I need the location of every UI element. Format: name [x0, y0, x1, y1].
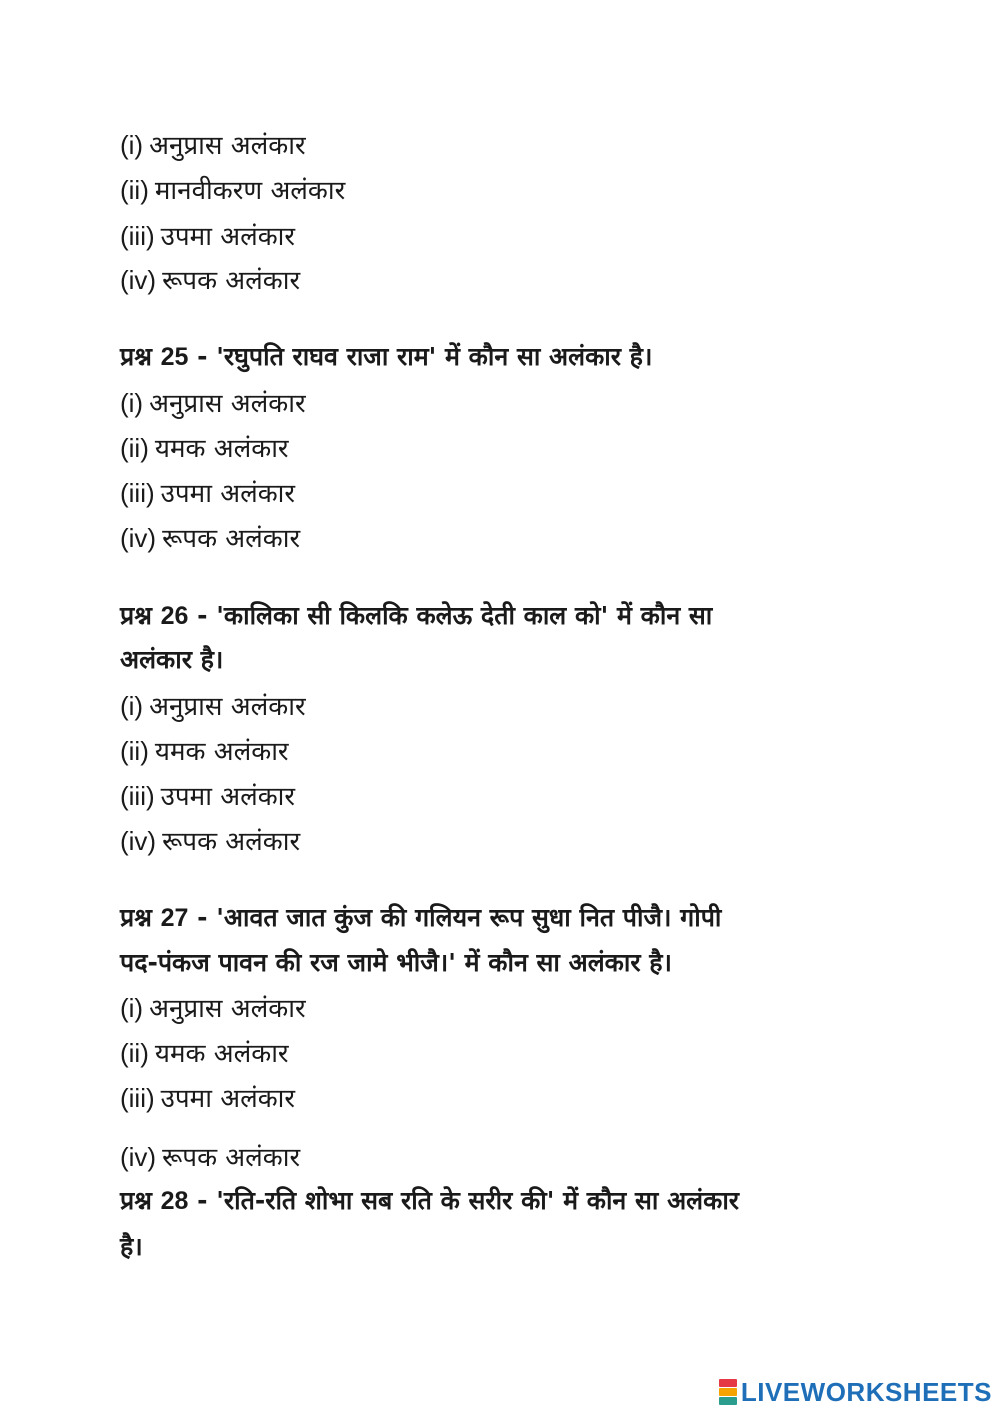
q25-option-4: [120, 521, 300, 556]
option-mark: (iv): [120, 1142, 157, 1172]
q26-option-2: [120, 734, 289, 769]
option-mark: (iii): [120, 1083, 155, 1113]
option-text: उपमा अलंकार: [160, 1084, 296, 1114]
option-mark: (i): [120, 388, 144, 418]
q25-option-3: [120, 476, 295, 511]
option-mark: (ii): [120, 175, 149, 205]
question-text: अलंकार है।: [120, 645, 224, 674]
q27-option-3: [120, 1081, 295, 1116]
q24-option-4: [120, 263, 300, 298]
q25-option-1: [120, 386, 306, 421]
option-text: अनुप्रास अलंकार: [149, 389, 306, 419]
option-text: अनुप्रास अलंकार: [149, 692, 306, 722]
option-text: यमक अलंकार: [154, 1039, 289, 1069]
q25-option-2: [120, 431, 289, 466]
option-text: मानवीकरण अलंकार: [154, 176, 346, 206]
option-text: उपमा अलंकार: [160, 222, 296, 252]
option-mark: (iv): [120, 265, 157, 295]
option-text: यमक अलंकार: [154, 434, 289, 464]
question-text: - 'रघुपति राघव राजा राम' में कौन सा अलंकार है।: [197, 342, 653, 371]
question-text: पद-पंकज पावन की रज जामे भीजै।' में कौन सा अलंकार है।: [120, 948, 673, 977]
brand-text: LIVEWORKSHEETS: [740, 1376, 992, 1407]
option-mark: (iv): [120, 523, 157, 553]
option-mark: (i): [120, 993, 144, 1023]
option-text: रूपक अलंकार: [162, 827, 301, 857]
option-mark: (i): [120, 691, 144, 721]
question-prefix: प्रश्न: [120, 903, 152, 932]
option-mark: (i): [120, 130, 144, 160]
q24-option-2: [120, 173, 345, 208]
question-prefix: प्रश्न: [120, 601, 152, 630]
q26-option-1: [120, 689, 306, 724]
q26-option-4: [120, 824, 300, 859]
brand-icon-bar: [719, 1397, 737, 1405]
question-number: 28: [160, 1187, 189, 1215]
question-28-continuation: [120, 1230, 143, 1264]
q24-option-3: [120, 219, 295, 254]
option-mark: (iii): [120, 221, 155, 251]
option-text: यमक अलंकार: [154, 737, 289, 767]
option-text: अनुप्रास अलंकार: [149, 131, 306, 161]
option-mark: (ii): [120, 1038, 149, 1068]
liveworksheets-logo: [719, 1377, 992, 1407]
q26-option-3: [120, 779, 295, 814]
brand-icon: [719, 1379, 737, 1405]
option-text: उपमा अलंकार: [160, 479, 296, 509]
question-26: [120, 599, 712, 633]
question-number: 25: [160, 343, 189, 371]
option-text: रूपक अलंकार: [162, 524, 301, 554]
q27-option-4: [120, 1140, 300, 1175]
brand-icon-bar: [719, 1379, 737, 1387]
option-mark: (ii): [120, 433, 149, 463]
q27-option-2: [120, 1036, 289, 1071]
question-25: [120, 340, 652, 374]
q27-option-1: [120, 991, 306, 1026]
q24-option-1: [120, 128, 306, 163]
question-prefix: प्रश्न: [120, 1186, 152, 1215]
question-text: - 'आवत जात कुंज की गलियन रूप सुधा नित पीजै। गोपी: [197, 903, 722, 932]
option-text: रूपक अलंकार: [162, 1143, 301, 1173]
option-text: उपमा अलंकार: [160, 782, 296, 812]
question-number: 26: [160, 602, 189, 630]
brand-icon-bar: [719, 1388, 737, 1396]
option-mark: (ii): [120, 736, 149, 766]
option-mark: (iii): [120, 478, 155, 508]
option-text: अनुप्रास अलंकार: [149, 994, 306, 1024]
option-mark: (iii): [120, 781, 155, 811]
question-text: है।: [120, 1232, 143, 1261]
option-mark: (iv): [120, 826, 157, 856]
question-text: - 'रति-रति शोभा सब रति के सरीर की' में कौन सा अलंकार: [197, 1186, 740, 1215]
question-prefix: प्रश्न: [120, 342, 152, 371]
question-26-continuation: [120, 643, 223, 677]
question-number: 27: [160, 904, 189, 932]
question-28: [120, 1184, 739, 1218]
question-27-continuation: [120, 946, 672, 980]
option-text: रूपक अलंकार: [162, 266, 301, 296]
question-27: [120, 901, 721, 935]
question-text: - 'कालिका सी किलकि कलेऊ देती काल को' में कौन सा: [197, 601, 713, 630]
